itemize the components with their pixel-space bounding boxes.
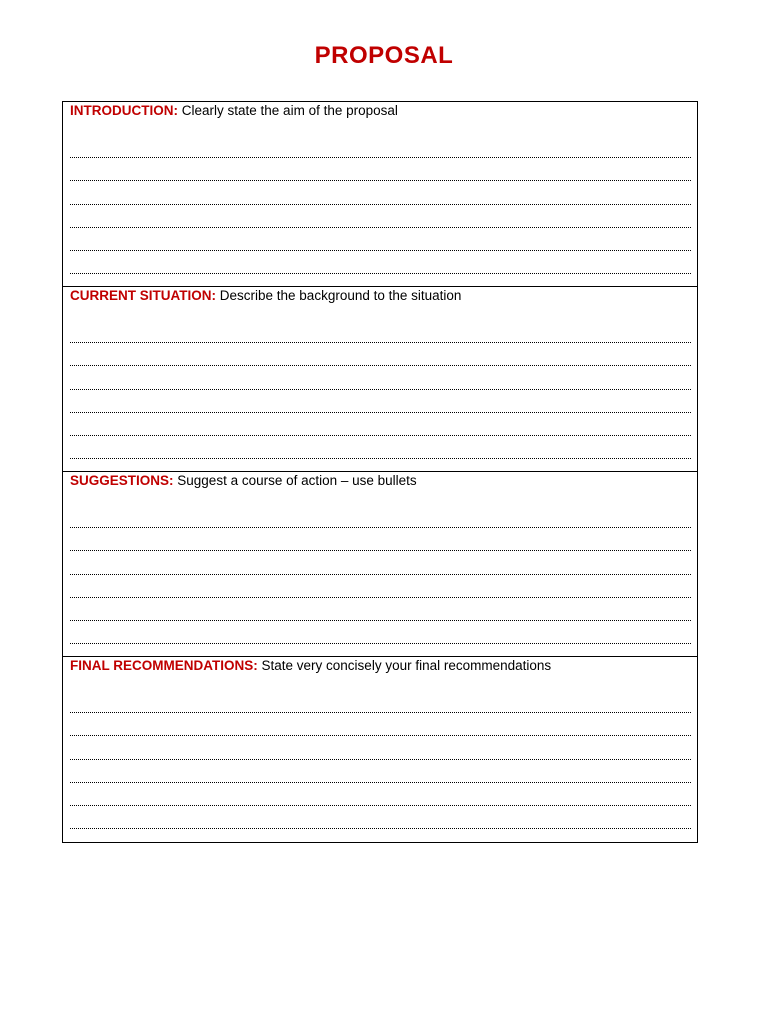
- dotted-answer-line[interactable]: [70, 164, 691, 187]
- section-label: FINAL RECOMMENDATIONS:: [70, 658, 258, 673]
- answer-lines[interactable]: [70, 696, 691, 835]
- section-label: INTRODUCTION:: [70, 103, 178, 118]
- section-description: State very concisely your final recommendations: [261, 658, 552, 673]
- dotted-answer-line[interactable]: [70, 187, 691, 210]
- dotted-answer-line[interactable]: [70, 372, 691, 395]
- dotted-answer-line[interactable]: [70, 211, 691, 234]
- dotted-answer-line[interactable]: [70, 141, 691, 164]
- dotted-answer-line[interactable]: [70, 696, 691, 719]
- section-heading: [70, 288, 461, 303]
- section-description: Clearly state the aim of the proposal: [181, 103, 398, 118]
- section-suggestions: [63, 472, 697, 657]
- section-final-recommendations: [63, 657, 697, 842]
- dotted-answer-line[interactable]: [70, 234, 691, 257]
- section-heading: [70, 473, 417, 488]
- dotted-answer-line[interactable]: [70, 442, 691, 465]
- dotted-answer-line[interactable]: [70, 581, 691, 604]
- dotted-answer-line[interactable]: [70, 627, 691, 650]
- dotted-answer-line[interactable]: [70, 766, 691, 789]
- section-introduction: [63, 102, 697, 287]
- page-title: PROPOSAL: [314, 42, 454, 69]
- dotted-answer-line[interactable]: [70, 534, 691, 557]
- dotted-answer-line[interactable]: [70, 349, 691, 372]
- answer-lines[interactable]: [70, 326, 691, 465]
- proposal-form: [62, 101, 698, 843]
- answer-lines[interactable]: [70, 511, 691, 650]
- section-description: Suggest a course of action – use bullets: [177, 473, 417, 488]
- dotted-answer-line[interactable]: [70, 812, 691, 835]
- dotted-answer-line[interactable]: [70, 742, 691, 765]
- dotted-answer-line[interactable]: [70, 419, 691, 442]
- dotted-answer-line[interactable]: [70, 789, 691, 812]
- dotted-answer-line[interactable]: [70, 604, 691, 627]
- section-heading: [70, 103, 398, 118]
- answer-lines[interactable]: [70, 141, 691, 280]
- section-current-situation: [63, 287, 697, 472]
- section-description: Describe the background to the situation: [219, 288, 462, 303]
- dotted-answer-line[interactable]: [70, 557, 691, 580]
- dotted-answer-line[interactable]: [70, 326, 691, 349]
- dotted-answer-line[interactable]: [70, 719, 691, 742]
- dotted-answer-line[interactable]: [70, 396, 691, 419]
- section-label: CURRENT SITUATION:: [70, 288, 216, 303]
- section-heading: [70, 658, 551, 673]
- dotted-answer-line[interactable]: [70, 257, 691, 280]
- section-label: SUGGESTIONS:: [70, 473, 174, 488]
- dotted-answer-line[interactable]: [70, 511, 691, 534]
